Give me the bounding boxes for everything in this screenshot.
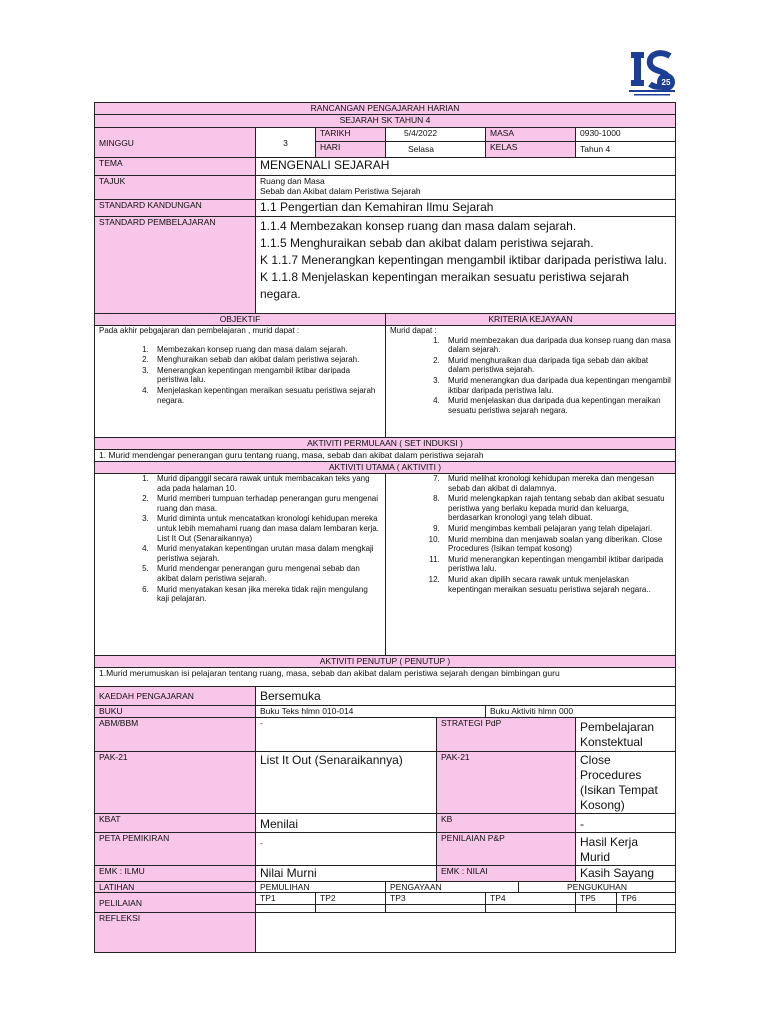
utama-item: 1. Murid dipanggil secara rawak untuk membacakan teks yang ada pada halaman 10.	[151, 474, 381, 493]
utama-item: 10. Murid membina dan menjawab soalan yang diberikan. Close Procedures (Isikan tempat kosong)	[442, 535, 671, 554]
utama-item: 5. Murid mendengar penerangan guru mengenai sebab dan akibat dalam peristiwa sejarah.	[151, 564, 381, 583]
objektif-item: 4. Menjelaskan kepentingan meraikan sesuatu peristiwa sejarah negara.	[151, 386, 381, 405]
abm-value: -	[256, 718, 437, 752]
utama-item: 4. Murid menyatakan kepentingan urutan masa dalam mengkaji peristiwa sejarah.	[151, 544, 381, 563]
pak21-label: PAK-21	[95, 752, 256, 814]
tarikh-label: TARIKH	[316, 128, 386, 142]
hari-value: Selasa	[386, 142, 486, 158]
tp2-value	[316, 905, 386, 913]
plan-subtitle: SEJARAH SK TAHUN 4	[95, 115, 676, 128]
sp-line-2: 1.1.5 Menghuraikan sebab dan akibat dalam peristiwa sejarah.	[260, 236, 594, 250]
utama-item: 3. Murid diminta untuk mencatatkan kronologi kehidupan mereka untuk lebih memahami ruang dan masa dalam lembaran kerja. List It Out (Senaraikannya)	[151, 514, 381, 543]
kriteria-item: 4. Murid menjelaskan dua daripada dua kepentingan meraikan sesuatu peristiwa sejarah negara.	[442, 396, 671, 415]
pengayaan-label: PENGAYAAN	[386, 882, 519, 893]
strategi-value: Pembelajaran Konstektual	[576, 718, 676, 752]
kelas-value: Tahun 4	[576, 142, 676, 158]
abm-label: ABM/BBM	[95, 718, 256, 752]
kb-label: KB	[437, 814, 576, 833]
plan-title: RANCANGAN PENGAJARAH HARIAN	[95, 103, 676, 115]
latihan-label: LATIHAN	[95, 882, 256, 893]
tema-label: TEMA	[95, 158, 256, 176]
refleksi-label: REFLEKSI	[95, 913, 256, 953]
tp3-cell: TP3	[386, 893, 486, 905]
sp-line-3: K 1.1.7 Menerangkan kepentingan mengambil iktibar daripada peristiwa lalu.	[260, 253, 667, 267]
tajuk-line-1: Ruang dan Masa	[260, 176, 325, 186]
objektif-content	[95, 326, 386, 438]
tarikh-value: 5/4/2022	[386, 128, 486, 142]
utama-item: 6. Murid menyatakan kesan jika mereka tidak rajin mengulang kaji pelajaran.	[151, 585, 381, 604]
penilaian-value: Hasil Kerja Murid	[576, 833, 676, 866]
pemulihan-label: PEMULIHAN	[256, 882, 386, 893]
utama-item: 9. Murid mengimbas kembali pelajaran yang telah dipelajari.	[442, 524, 671, 534]
tp4-value	[486, 905, 576, 913]
pengukuhan-label: PENGUKUHAN	[519, 882, 676, 893]
utama-right-content	[386, 474, 676, 656]
standard-pembelajaran-value	[256, 217, 676, 314]
tajuk-label: TAJUK	[95, 176, 256, 200]
sp-line-4: K 1.1.8 Menjelaskan kepentingan meraikan sesuatu peristiwa sejarah negara.	[260, 270, 629, 301]
tema-value: MENGENALI SEJARAH	[256, 158, 676, 176]
pelilaian-label: PELILAIAN	[95, 893, 256, 913]
emk-nilai-value: Kasih Sayang	[576, 866, 676, 882]
objektif-heading: OBJEKTIF	[95, 314, 386, 326]
tajuk-line-2: Sebab dan Akibat dalam Peristiwa Sejarah	[260, 186, 421, 196]
objektif-item: 2. Menghuraikan sebab dan akibat dalam peristiwa sejarah.	[151, 355, 381, 365]
emk-ilmu-value: Nilai Murni	[256, 866, 437, 882]
kbat-value: Menilai	[256, 814, 437, 833]
kriteria-item: 1. Murid membezakan dua daripada dua konsep ruang dan masa dalam sejarah.	[442, 336, 671, 355]
kbat-label: KBAT	[95, 814, 256, 833]
utama-item: 11. Murid menerangkan kepentingan mengambil iktibar daripada peristiwa lalu.	[442, 555, 671, 574]
penutup-text: 1.Murid merumuskan isi pelajaran tentang ruang, masa, sebab dan akibat dalam peristiwa sejarah dengan bimbingan guru	[95, 668, 676, 687]
tp1-cell: TP1	[256, 893, 316, 905]
standard-kandungan-label: STANDARD KANDUNGAN	[95, 200, 256, 217]
standard-kandungan-value: 1.1 Pengertian dan Kemahiran Ilmu Sejarah	[256, 200, 676, 217]
sp-line-1: 1.1.4 Membezakan konsep ruang dan masa dalam sejarah.	[260, 219, 577, 233]
kaedah-label: KAEDAH PENGAJARAN	[95, 687, 256, 706]
kriteria-item: 3. Murid menerangkan dua daripada dua kepentingan mengambil iktibar daripada peristiwa lalu.	[442, 376, 671, 395]
pak21-label-2: PAK-21	[437, 752, 576, 814]
kriteria-intro: Murid dapat :	[390, 326, 437, 335]
kb-value: -	[576, 814, 676, 833]
utama-left-content	[95, 474, 386, 656]
tp5-value	[576, 905, 617, 913]
tajuk-value	[256, 176, 676, 200]
strategi-label: STRATEGI PdP	[437, 718, 576, 752]
permulaan-heading: AKTIVITI PERMULAAN ( SET INDUKSI )	[95, 438, 676, 450]
emk-nilai-label: EMK : NILAI	[437, 866, 576, 882]
refleksi-value	[256, 913, 676, 953]
objektif-intro: Pada akhir pebgajaran dan pembelajaran , murid dapat :	[99, 326, 300, 335]
utama-item: 7. Murid melihat kronologi kehidupan mereka dan mengesan sebab dan akibat di dalamnya.	[442, 474, 671, 493]
standard-pembelajaran-label: STANDARD PEMBELAJARAN	[95, 217, 256, 314]
lesson-plan-table	[94, 102, 676, 953]
utama-item: 12. Murid akan dipilih secara rawak untuk menjelaskan kepentingan meraikan sesuatu peristiwa sejarah negara..	[442, 575, 671, 594]
kelas-label: KELAS	[486, 142, 576, 158]
school-logo-icon	[626, 46, 678, 98]
tp3-value	[386, 905, 486, 913]
penilaian-label: PENILAIAN P&P	[437, 833, 576, 866]
logo-text: 25	[661, 78, 671, 87]
permulaan-text: 1. Murid mendengar penerangan guru tentang ruang, masa, sebab dan akibat dalam peristiwa sejarah	[95, 450, 676, 462]
minggu-value: 3	[256, 128, 316, 158]
kriteria-heading: KRITERIA KEJAYAAN	[386, 314, 676, 326]
kriteria-content	[386, 326, 676, 438]
buku-teks: Buku Teks hlmn 010-014	[256, 706, 486, 718]
buku-aktiviti: Buku Aktiviti hlmn 000	[486, 706, 676, 718]
tp2-cell: TP2	[316, 893, 386, 905]
tp6-value	[617, 905, 676, 913]
utama-item: 2. Murid memberi tumpuan terhadap penerangan guru mengenai ruang dan masa.	[151, 494, 381, 513]
hari-label: HARI	[316, 142, 386, 158]
utama-heading: AKTIVITI UTAMA ( AKTIVITI )	[95, 462, 676, 474]
utama-item: 8. Murid melengkapkan rajah tentang sebab dan akibat sesuatu peristiwa yang berlaku kepada murid dan keluarga, berdasarkan kronologi yang telah dibuat.	[442, 494, 671, 523]
objektif-item: 3. Menerangkan kepentingan mengambil iktibar daripada peristiwa lalu.	[151, 366, 381, 385]
tp4-cell: TP4	[486, 893, 576, 905]
kaedah-value: Bersemuka	[256, 687, 676, 706]
pak21-value: List It Out (Senaraikannya)	[256, 752, 437, 814]
kriteria-item: 2. Murid menghuraikan dua daripada tiga sebab dan akibat dalam peristiwa sejarah.	[442, 356, 671, 375]
minggu-label: MINGGU	[95, 128, 256, 158]
tp1-value	[256, 905, 316, 913]
pak21-value-2: Close Procedures (Isikan Tempat Kosong)	[576, 752, 676, 814]
peta-value: -	[256, 833, 437, 866]
masa-label: MASA	[486, 128, 576, 142]
masa-value: 0930-1000	[576, 128, 676, 142]
emk-ilmu-label: EMK : ILMU	[95, 866, 256, 882]
tp5-cell: TP5	[576, 893, 617, 905]
buku-label: BUKU	[95, 706, 256, 718]
peta-label: PETA PEMIKIRAN	[95, 833, 256, 866]
objektif-item: 1. Membezakan konsep ruang dan masa dalam sejarah.	[151, 345, 381, 355]
penutup-heading: AKTIVITI PENUTUP ( PENUTUP )	[95, 656, 676, 668]
tp6-cell: TP6	[617, 893, 676, 905]
